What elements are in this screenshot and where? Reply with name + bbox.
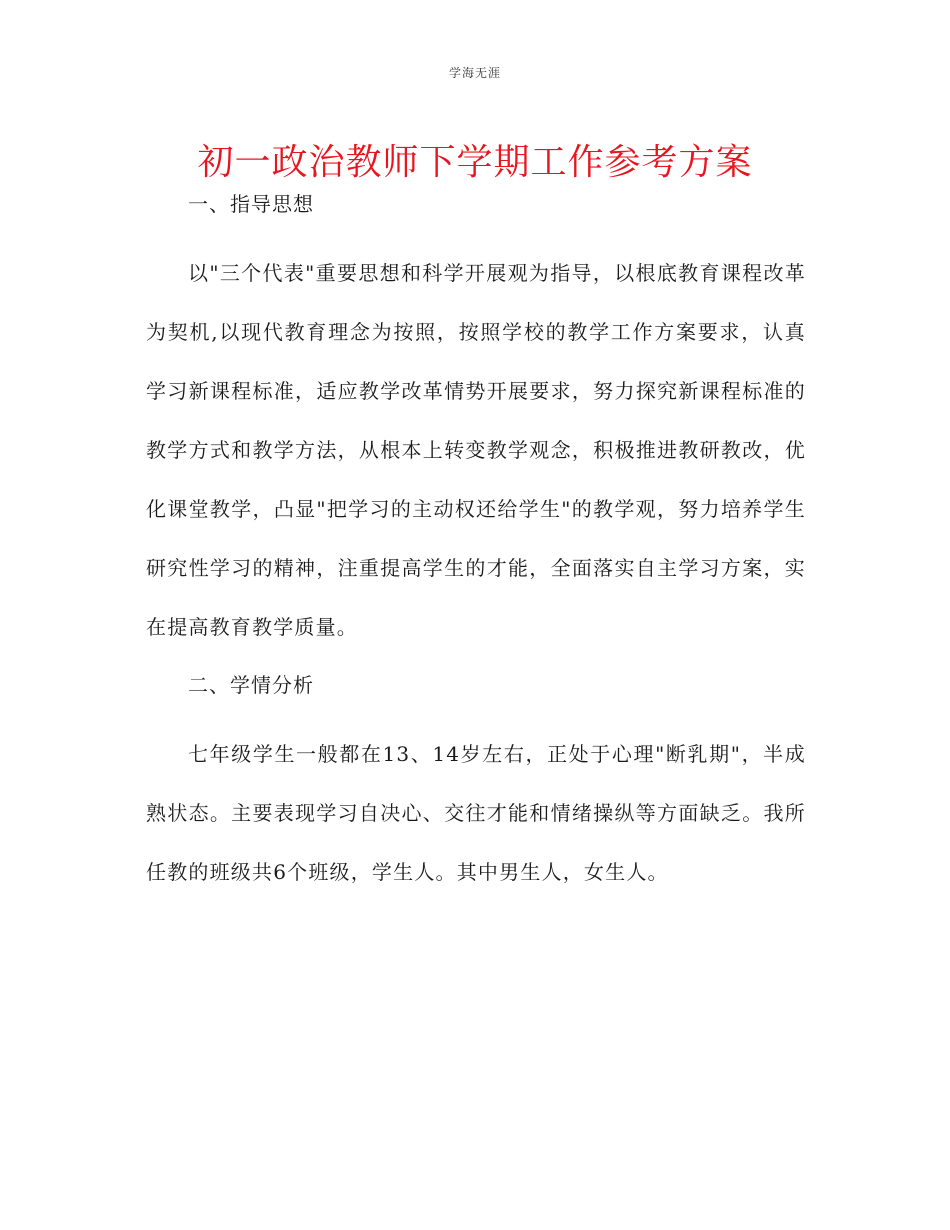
section-guiding-ideology xyxy=(146,186,806,657)
section-paragraph: 以"三个代表"重要思想和科学开展观为指导，以根底教育课程改革为契机,以现代教育理念为按照，按照学校的教学工作方案要求，认真学习新课程标准，适应教学改革情势开展要求，努力探究新课程标准的教学方式和教学方法，从根本上转变教学观念，积极推进教研教改，优化课堂教学，凸显"把学习的主动权还给学生"的教学观，努力培养学生研究性学习的精神，注重提高学生的才能，全面落实自主学习方案，实在提高教育教学质量。 xyxy=(146,261,806,639)
section-heading: 一、指导思想 xyxy=(188,192,314,216)
header-note: 学海无涯 xyxy=(448,66,501,80)
document-title: 初一政治教师下学期工作参考方案 xyxy=(197,142,753,183)
section-heading: 二、学情分析 xyxy=(188,673,314,697)
section-paragraph: 七年级学生一般都在13、14岁左右，正处于心理"断乳期"，半成熟状态。主要表现学习自决心、交往才能和情绪操纵等方面缺乏。我所任教的班级共6个班级，学生人。其中男生人，女生人。 xyxy=(146,742,806,884)
section-student-analysis xyxy=(146,667,806,902)
document-body xyxy=(146,186,806,912)
